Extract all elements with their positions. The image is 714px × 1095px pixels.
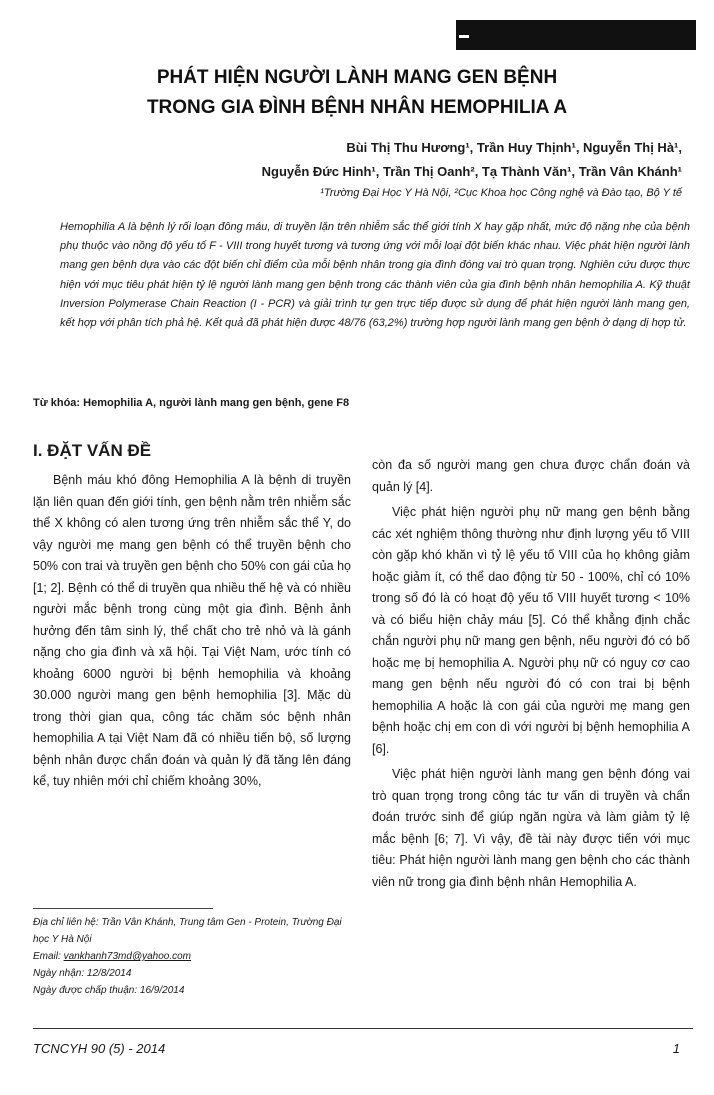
footnote-email-line [33,948,351,965]
affiliation: ¹Trường Đại Học Y Hà Nội, ²Cục Khoa học Công nghệ và Đào tạo, Bộ Y tế [320,187,682,199]
left-column [33,470,351,793]
page-number: 1 [672,1041,680,1056]
right-paragraph-1: Việc phát hiện người phụ nữ mang gen bệnh bằng các xét nghiệm thông thường như định lượng yếu tố VIII còn gặp khó khăn vì tỷ lệ yếu tố VIII của họ không giảm hoặc giảm ít, có thể dao động từ 50 - 100%, chỉ có 10% trong số đó là có hoạt độ yếu tố VIII huyết tương < 10% và có biểu hiện chảy máu [5]. Có thể khẳng định chắc chắn người phụ nữ mang gen bệnh, nếu người đó có bố hoặc mẹ bị hemophilia A. Người phụ nữ có nguy cơ cao mang gen bệnh nếu người đó có con trai bị bệnh hemophilia A hoặc là con gái của người mẹ mang gen bệnh hoặc chị em con dì với người bị bệnh hemophilia A [6]. [372,505,690,756]
footnote-email-label: Email: [33,951,64,962]
authors-line-1: Bùi Thị Thu Hương¹, Trần Huy Thịnh¹, Nguyễn Thị Hà¹, [346,140,682,155]
section-heading: I. ĐẶT VẤN ĐỀ [33,441,152,460]
header-bar [456,20,696,50]
article-title [0,63,714,123]
right-paragraph-2: Việc phát hiện người lành mang gen bệnh đóng vai trò quan trọng trong công tác tư vấn di truyền và chẩn đoán trước sinh để giúp ngăn ngừa và làm giảm tỷ lệ mắc bệnh [6; 7]. Vì vậy, đề tài này được tiến với mục tiêu: Phát hiện người lành mang gen bệnh cho các thành viên nữ trong gia đình bệnh nhân Hemophilia A. [372,767,690,889]
footer-rule [33,1028,693,1029]
footnote-received: Ngày nhận: 12/8/2014 [33,968,132,979]
footnote-accepted: Ngày được chấp thuận: 16/9/2014 [33,985,185,996]
footnote [33,914,351,999]
left-paragraph-1: Bệnh máu khó đông Hemophilia A là bệnh di truyền lặn liên quan đến giới tính, gen bệnh nằm trên nhiễm sắc thể X không có alen tương ứng trên nhiễm sắc thể Y, do vậy người mẹ mang gen bệnh có thể truyền bệnh cho 50% con trai và truyền gen bệnh cho 50% con gái của họ [1; 2]. Bệnh có thể di truyền qua nhiều thế hệ và có nhiều người mắc bệnh trong cùng một gia đình. Bệnh ảnh hưởng đến tâm sinh lý, thể chất cho trẻ nhỏ và là gánh nặng cho gia đình và xã hội. Tại Việt Nam, ước tính có khoảng 6000 người bị bệnh hemophilia và khoảng 30.000 người mang gen bệnh hemophilia [3]. Mặc dù trong thời gian qua, công tác chăm sóc bệnh nhân hemophilia A tại Việt Nam đã có nhiều tiến bộ, số lượng bệnh nhân được chẩn đoán và quản lý đã tăng lên đáng kể, tuy nhiên mới chỉ chiếm khoảng 30%, [33,473,351,788]
right-paragraph-continued: còn đa số người mang gen chưa được chẩn đoán và quản lý [4]. [372,458,690,494]
authors-line-2: Nguyễn Đức Hinh¹, Trần Thị Oanh², Tạ Thành Văn¹, Trần Vân Khánh¹ [261,164,682,179]
footnote-contact: Địa chỉ liên hệ: Trần Vân Khánh, Trung tâm Gen - Protein, Trường Đại học Y Hà Nội [33,917,342,945]
title-line-2: TRONG GIA ĐÌNH BỆNH NHÂN HEMOPHILIA A [146,97,568,118]
footnote-email[interactable]: vankhanh73md@yahoo.com [63,951,192,962]
title-line-1: PHÁT HIỆN NGƯỜI LÀNH MANG GEN BỆNH [156,67,558,88]
keywords: Từ khóa: Hemophilia A, người lành mang gen bệnh, gene F8 [33,397,350,409]
header-dash [459,35,469,38]
footnote-rule [33,908,213,909]
right-column [372,455,690,897]
author-block [42,136,682,202]
abstract: Hemophilia A là bệnh lý rối loạn đông máu, di truyền lặn trên nhiễm sắc thể giới tính X hay gặp nhất, mức độ nặng nhẹ của bệnh phụ thuộc vào nồng độ yếu tố F - VIII trong huyết tương và tương ứng với mỗi loại đột biến khác nhau. Việc phát hiện người lành mang gen bệnh dựa vào các đột biến chỉ điểm của mỗi bệnh nhân trong gia đình đóng vai trò quan trọng. Nghiên cứu được thực hiện với mục tiêu phát hiện tỷ lệ người lành mang gen bệnh trong các thành viên của gia đình bệnh nhân hemophilia A. Kỹ thuật Inversion Polymerase Chain Reaction (I - PCR) và giải trình tự gen trực tiếp được sử dụng để phát hiện người lành mang gen, kết hợp với phân tích phả hệ. Kết quả đã phát hiện được 48/76 (63,2%) trường hợp người lành mang gen bệnh ở dạng dị hợp tử. [60,221,690,330]
journal-citation: TCNCYH 90 (5) - 2014 [33,1041,166,1056]
